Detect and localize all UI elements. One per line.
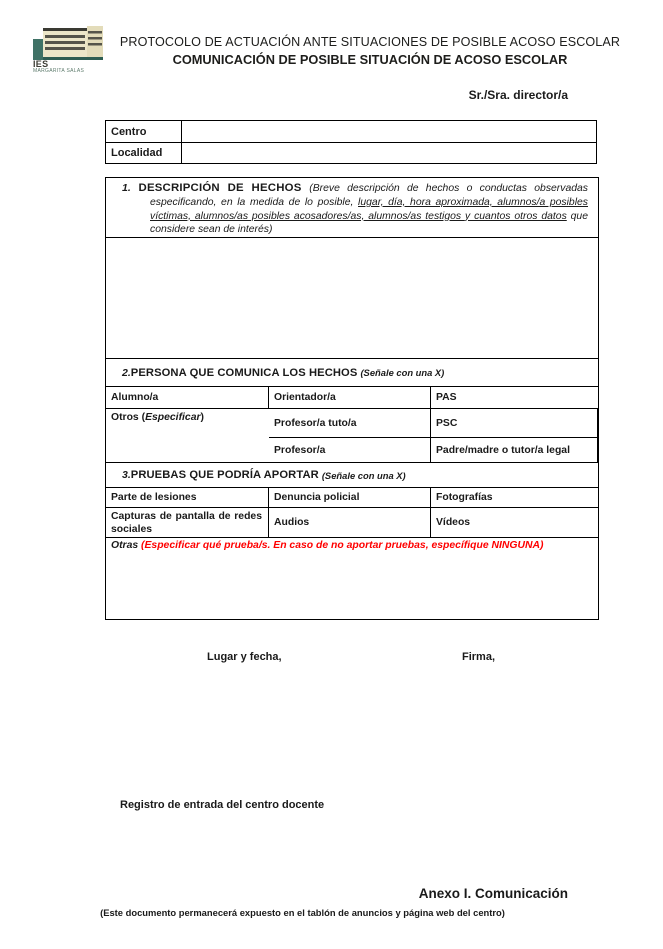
protocol-title: PROTOCOLO DE ACTUACIÓN ANTE SITUACIONES DE POSIBLE ACOSO ESCOLAR bbox=[119, 35, 621, 49]
section3-header bbox=[106, 463, 598, 488]
cell-audios[interactable]: Audios bbox=[269, 508, 431, 538]
section2-table bbox=[106, 387, 598, 463]
description-input-area[interactable] bbox=[106, 238, 598, 359]
section1-header bbox=[106, 178, 598, 238]
cell-otros-especificar[interactable] bbox=[106, 409, 269, 463]
cell-capturas-redes[interactable] bbox=[106, 508, 269, 538]
centro-value-field[interactable] bbox=[182, 121, 596, 142]
section1-number: 1. bbox=[122, 182, 131, 194]
table-row-centro bbox=[106, 121, 596, 142]
main-form-table bbox=[105, 177, 599, 620]
section3-hint: (Señale con una X) bbox=[321, 469, 406, 481]
annex-title: Anexo I. Comunicación bbox=[418, 886, 568, 901]
school-logo bbox=[33, 26, 109, 76]
registry-label: Registro de entrada del centro docente bbox=[120, 799, 325, 811]
school-building-icon bbox=[33, 26, 103, 60]
section1-note-prefix: (Breve descripción de hechos o conductas observadas especificando, en la medida de lo posible, bbox=[150, 183, 588, 208]
localidad-value-field[interactable] bbox=[182, 143, 596, 163]
otras-red-note: (Especificar qué prueba/s. En caso de no aportar pruebas, específique NINGUNA) bbox=[141, 540, 544, 551]
section2-title: PERSONA QUE COMUNICA LOS HECHOS bbox=[130, 366, 358, 379]
addressee-label: Sr./Sra. director/a bbox=[468, 88, 568, 102]
center-locality-table bbox=[105, 120, 597, 164]
section1-note-suffix: que considere sean de interés) bbox=[150, 210, 588, 236]
cell-psc[interactable]: PSC bbox=[431, 409, 598, 438]
table-row-localidad bbox=[106, 142, 596, 163]
section1-heading-text bbox=[122, 182, 588, 237]
centro-label: Centro bbox=[106, 121, 182, 142]
cell-pas[interactable]: PAS bbox=[431, 387, 598, 409]
document-title-block bbox=[108, 34, 632, 69]
cell-parte-lesiones[interactable]: Parte de lesiones bbox=[106, 488, 269, 508]
communication-title: COMUNICACIÓN DE POSIBLE SITUACIÓN DE ACOSO ESCOLAR bbox=[172, 52, 568, 67]
otros-label: Otros (Especificar) bbox=[111, 412, 204, 423]
signature-label: Firma, bbox=[462, 651, 496, 663]
cell-alumno[interactable]: Alumno/a bbox=[106, 387, 269, 409]
section3-title: PRUEBAS QUE PODRÍA APORTAR bbox=[130, 469, 319, 481]
footer-note: (Este documento permanecerá expuesto en el tablón de anuncios y página web del centro) bbox=[100, 907, 505, 918]
section2-header bbox=[106, 359, 598, 387]
localidad-label: Localidad bbox=[106, 143, 182, 163]
capturas-label: Capturas de pantalla de redes sociales bbox=[111, 510, 262, 535]
section1-note-underlined: lugar, día, hora aproximada, alumnos/a posibles víctimas, alumnos/as posibles acosadores/as, alumnos/as testigos y cuantos otros datos bbox=[150, 196, 588, 222]
cell-orientador[interactable]: Orientador/a bbox=[269, 387, 431, 409]
cell-denuncia-policial[interactable]: Denuncia policial bbox=[269, 488, 431, 508]
cell-videos[interactable]: Vídeos bbox=[431, 508, 598, 538]
logo-name-text: MARGARITA SALAS bbox=[33, 68, 85, 74]
place-date-label: Lugar y fecha, bbox=[207, 651, 282, 663]
otras-label: Otras bbox=[111, 540, 142, 551]
otras-input-area[interactable] bbox=[106, 538, 598, 619]
cell-profesor[interactable]: Profesor/a bbox=[269, 438, 431, 463]
cell-fotografias[interactable]: Fotografías bbox=[431, 488, 598, 508]
section3-number: 3. bbox=[122, 469, 131, 481]
logo-org-text: IES bbox=[33, 59, 49, 69]
section2-number: 2. bbox=[122, 366, 131, 379]
cell-padre-madre[interactable]: Padre/madre o tutor/a legal bbox=[431, 438, 598, 463]
section1-title: DESCRIPCIÓN DE HECHOS bbox=[130, 182, 310, 194]
cell-profesor-tutor[interactable]: Profesor/a tuto/a bbox=[269, 409, 431, 438]
section2-hint: (Señale con una X) bbox=[360, 367, 445, 378]
section3-table bbox=[106, 488, 598, 538]
